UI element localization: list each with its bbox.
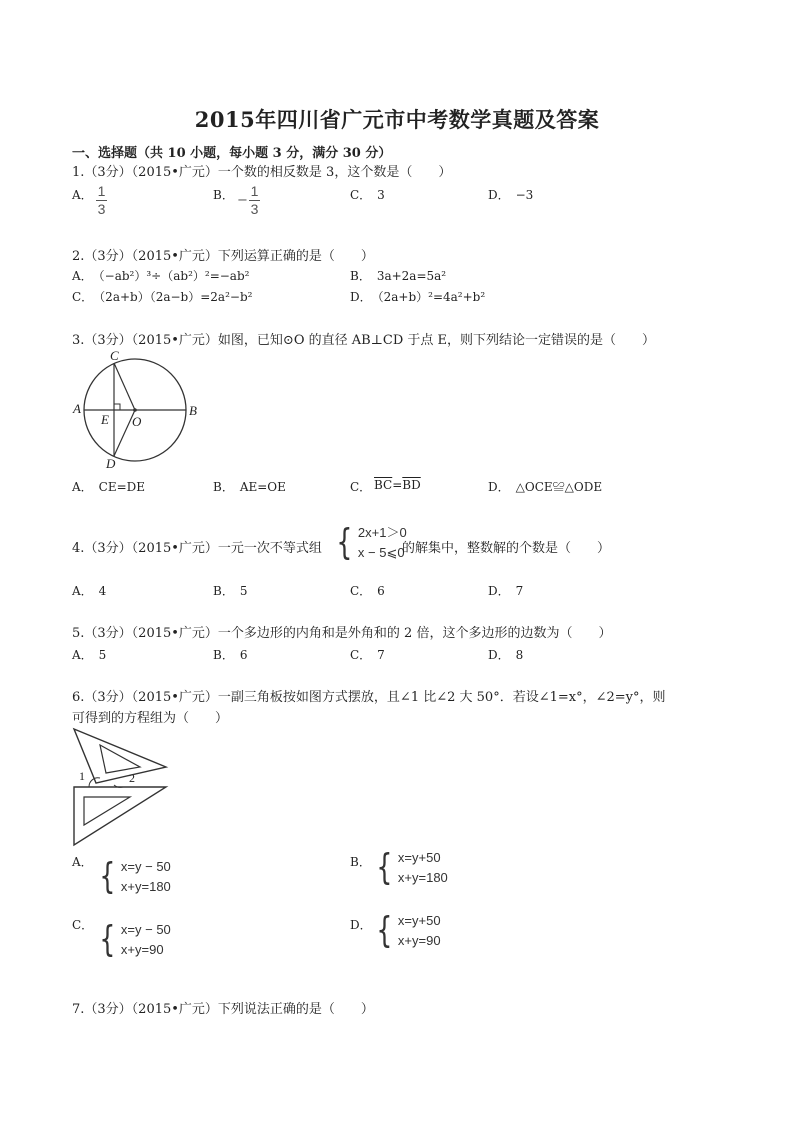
q1-a-denominator: 3 — [97, 201, 106, 217]
q5-option-c: C． 7 — [350, 648, 385, 662]
angle-2-label: 2 — [129, 771, 135, 785]
q6-b-eq2: x+y=180 — [397, 870, 448, 885]
equals-sign: = — [392, 478, 403, 492]
label-b: B — [189, 403, 197, 418]
q6-b-eq1: x=y+50 — [397, 850, 441, 865]
q4-inequality-2: x − 5⩽0 — [357, 545, 405, 560]
question-4-stem-post: 的解集中，整数解的个数是（ ） — [402, 541, 611, 556]
q3-option-a: A． CE=DE — [72, 480, 146, 494]
center-point — [133, 408, 137, 412]
q3-option-d: D． △OCE≌△ODE — [488, 480, 603, 494]
brace-icon: { — [99, 919, 116, 960]
q3-option-c-expr — [374, 478, 421, 492]
q6-d-eq2: x+y=90 — [397, 933, 441, 948]
q3-option-c-label: C． — [350, 480, 372, 494]
lower-triangle-inner — [84, 797, 130, 825]
lower-triangle-outer — [74, 787, 166, 845]
q1-option-b-fraction — [249, 184, 260, 217]
arc-bd: $\overline{BD}$ — [402, 478, 421, 492]
arc-bc: $\overline{BC}$ — [374, 478, 393, 492]
q4-option-c: C． 6 — [350, 584, 385, 598]
set-square-diagram — [70, 725, 180, 850]
upper-triangle-inner — [100, 745, 140, 773]
question-2-stem: 2.（3分）（2015•广元）下列运算正确的是（ ） — [72, 249, 374, 264]
q5-option-b: B． 6 — [213, 648, 248, 662]
q6-option-c-label: C． — [72, 918, 94, 932]
brace-icon: { — [376, 910, 393, 951]
segment-oc — [114, 363, 135, 410]
q6-option-a-label: A． — [72, 855, 93, 869]
label-d: D — [106, 456, 116, 471]
q6-a-eq2: x+y=180 — [120, 879, 171, 894]
q1-b-numerator: 1 — [250, 183, 259, 199]
q6-c-eq2: x+y=90 — [120, 942, 164, 957]
q4-option-b: B． 5 — [213, 584, 248, 598]
q1-option-b-label: B． — [213, 188, 234, 202]
page-title: 2015年四川省广元市中考数学真题及答案 — [194, 107, 600, 132]
question-7-stem: 7.（3分）（2015•广元）下列说法正确的是（ ） — [72, 1002, 374, 1017]
q1-option-a-label: A． — [72, 188, 93, 202]
q2-option-c: C． （2a+b）（2a−b）=2a²−b² — [72, 290, 253, 304]
question-4-stem-pre: 4.（3分）（2015•广元）一元一次不等式组 — [72, 541, 322, 556]
q6-option-d-label: D． — [350, 918, 372, 932]
question-1-stem: 1.（3分）（2015•广元）一个数的相反数是 3，这个数是（ ） — [72, 165, 452, 180]
q4-inequality-1: 2x+1＞0 — [357, 525, 407, 540]
q1-option-a-fraction — [96, 184, 107, 217]
question-3-stem: 3.（3分）（2015•广元）如图，已知⊙O 的直径 AB⊥CD 于点 E，则下列结论一定错误的是（ ） — [72, 333, 656, 348]
question-5-stem: 5.（3分）（2015•广元）一个多边形的内角和是外角和的 2 倍，这个多边形的边数为（ ） — [72, 626, 612, 641]
q6-option-a-system — [96, 857, 171, 897]
label-o: O — [132, 414, 142, 429]
q5-option-d: D． 8 — [488, 648, 524, 662]
q1-option-d: D． −3 — [488, 188, 534, 202]
question-6-stem-line1: 6.（3分）（2015•广元）一副三角板按如图方式摆放，且∠1 比∠2 大 50°．若设∠1=x°，∠2=y°，则 — [72, 690, 666, 705]
q6-option-c-system — [96, 920, 171, 960]
q6-option-d-system — [373, 911, 441, 951]
q1-b-denominator: 3 — [250, 201, 259, 217]
q6-a-eq1: x=y − 50 — [120, 859, 171, 874]
angle-1-label: 1 — [79, 769, 85, 783]
q6-c-eq1: x=y − 50 — [120, 922, 171, 937]
label-c: C — [110, 348, 119, 363]
section-heading: 一、选择题（共 10 小题，每小题 3 分，满分 30 分） — [72, 146, 392, 161]
q4-option-a: A． 4 — [72, 584, 107, 598]
label-e: E — [101, 412, 109, 427]
q1-b-minus: − — [237, 193, 248, 208]
q2-option-b: B． 3a+2a=5a² — [350, 269, 447, 283]
q4-inequality-system — [333, 523, 407, 563]
q5-option-a: A． 5 — [72, 648, 107, 662]
q4-option-d: D． 7 — [488, 584, 524, 598]
brace-icon: { — [99, 856, 116, 897]
q2-option-d: D． （2a+b）²=4a²+b² — [350, 290, 486, 304]
q6-option-b-label: B． — [350, 855, 371, 869]
label-a: A — [73, 401, 81, 416]
q1-option-c: C． 3 — [350, 188, 385, 202]
q3-option-b: B． AE=OE — [213, 480, 286, 494]
q2-option-a: A． （−ab²）³÷（ab²）²=−ab² — [72, 269, 250, 283]
brace-icon: { — [376, 847, 393, 888]
q6-d-eq1: x=y+50 — [397, 913, 441, 928]
right-angle-mark — [114, 404, 120, 410]
brace-icon: { — [336, 522, 353, 563]
question-6-stem-line2: 可得到的方程组为（ ） — [72, 711, 229, 726]
q6-option-b-system — [373, 848, 448, 888]
q1-a-numerator: 1 — [97, 183, 106, 199]
